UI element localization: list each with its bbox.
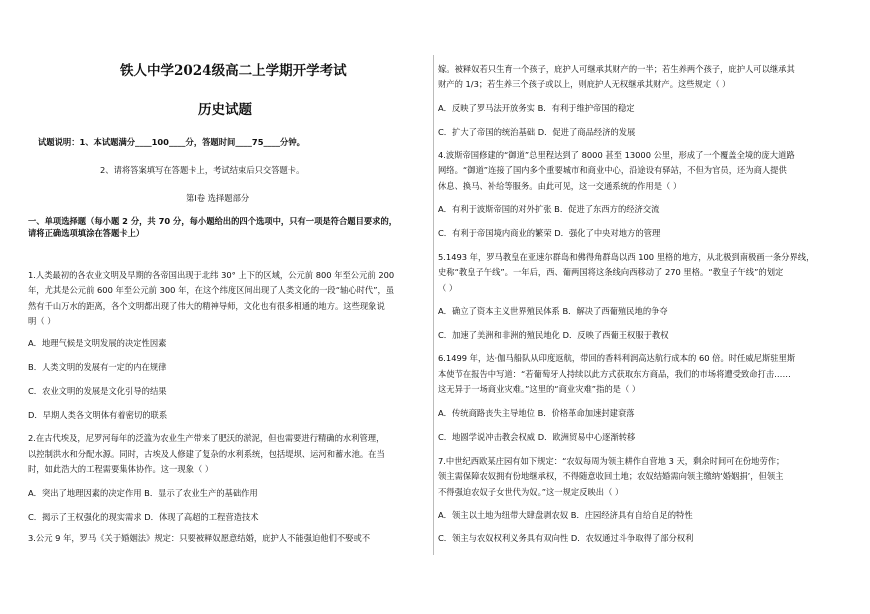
question-text-line: 史称“教皇子午线”。一年后，西、葡两国将这条线向西移动了 270 里格。“教皇子午线”的划定 xyxy=(438,267,784,277)
question-text-line: 6.1499 年，达·伽马船队从印度返航，带回的香料利润高达航行成本的 60 倍。时任威尼斯驻里斯 xyxy=(438,353,796,363)
answer-option: C．扩大了帝国的统治基础 D．促进了商品经济的发展 xyxy=(438,127,636,137)
section-heading: 第Ⅰ卷 选择题部分 xyxy=(186,193,250,203)
section-intro-2: 请将正确选项填涂在答题卡上） xyxy=(28,228,145,238)
answer-option: B．人类文明的发展有一定的内在规律 xyxy=(28,362,167,372)
question-text-line: 休息、换马、补给等服务。由此可见，这一交通系统的作用是（ ） xyxy=(438,181,682,191)
answer-option: A．突出了地理因素的决定作用 B．显示了农业生产的基础作用 xyxy=(28,488,258,498)
answer-option: A．传统商路丧失主导地位 B．价格革命加速封建衰落 xyxy=(438,408,635,418)
answer-option: A．反映了罗马法开放务实 B．有利于维护帝国的稳定 xyxy=(438,103,635,113)
question-text-line: 嫁。被释奴若只生育一个孩子，庇护人可继承其财产的一半；若生养两个孩子，庇护人可以继承其 xyxy=(438,64,795,74)
instructions-line-1: 试题说明：1、本试题满分____100____分，答题时间____75____分钟。 xyxy=(38,137,305,147)
question-text-line: 1.人类最初的各农业文明及早期的各帝国出现于北纬 30° 上下的区域，公元前 800 年至公元前 200 xyxy=(28,270,395,280)
answer-option: C．有利于帝国境内商业的繁荣 D．强化了中央对地方的管理 xyxy=(438,228,661,238)
answer-option: C．加速了美洲和非洲的殖民地化 D．反映了西葡王权服于教权 xyxy=(438,330,669,340)
question-text-line: 本使节在报告中写道：“若葡萄牙人持续以此方式获取东方商品，我们的市场将遭受致命打击…… xyxy=(438,369,791,379)
answer-option: C．农业文明的发展是文化引导的结果 xyxy=(28,386,167,396)
question-text-line: 网络。“御道”连接了国内多个重要城市和商业中心，沿途设有驿站，不但为官员，还为商人提供 xyxy=(438,165,787,175)
section-intro-1: 一、单项选择题（每小题 2 分，共 70 分，每小题给出的四个选项中，只有一项是符合题目要求的， xyxy=(28,216,398,226)
question-text-line: 明（ ） xyxy=(28,316,56,326)
question-text-line: 以控制洪水和分配水源。同时，古埃及人修建了复杂的水利系统，包括堤坝、运河和蓄水池。在当 xyxy=(28,449,385,459)
question-text-line: 4.波斯帝国修建的“御道”总里程达到了 8000 甚至 13000 公里，形成了一个覆盖全境的庞大道路 xyxy=(438,150,795,160)
question-text-line: 财产的 1/3；若生养三个孩子或以上，则庇护人无权继承其财产。这些规定（ ） xyxy=(438,79,731,89)
question-text-line: 领主需保障农奴拥有份地继承权，不得随意收回土地；农奴结婚需向领主缴纳‘婚姻捐’，但领主 xyxy=(438,471,784,481)
question-text-line: 然有千山万水的距离，各个文明都出现了伟大的精神导师，文化也有很多相通的地方。这些现象说 xyxy=(28,301,385,311)
question-text-line: 7.中世纪西欧某庄园有如下规定：“农奴每周为领主耕作自营地 3 天，剩余时间可在份地劳作； xyxy=(438,456,785,466)
question-text-line: （ ） xyxy=(438,283,458,293)
question-text-line: 年，尤其是公元前 600 年至公元前 300 年，在这个纬度区间出现了人类文化的一段“轴心时代”，虽 xyxy=(28,285,395,295)
exam-subtitle: 历史试题 xyxy=(198,102,252,118)
question-text-line: 时，如此浩大的工程需要集体协作。这一现象（ ） xyxy=(28,464,214,474)
answer-option: C．领主与农奴权利义务具有双向性 D．农奴通过斗争取得了部分权利 xyxy=(438,533,694,543)
question-text-line: 3.公元 9 年，罗马《关于婚姻法》规定：只要被释奴愿意结婚，庇护人不能强迫他们不娶或不 xyxy=(28,533,371,543)
answer-option: D．早期人类各文明体有着密切的联系 xyxy=(28,410,168,420)
answer-option: A．领主以土地为纽带大肆盘剥农奴 B．庄园经济具有自给自足的特性 xyxy=(438,510,693,520)
answer-option: C．揭示了王权强化的现实需求 D．体现了高超的工程营造技术 xyxy=(28,512,259,522)
answer-option: C．地圆学说冲击教会权威 D．欧洲贸易中心逐渐转移 xyxy=(438,432,636,442)
question-text-line: 2.在古代埃及，尼罗河每年的泛滥为农业生产带来了肥沃的淤泥，但也需要进行精确的水利管理， xyxy=(28,433,385,443)
answer-option: A．地理气候是文明发展的决定性因素 xyxy=(28,338,167,348)
column-divider xyxy=(433,55,434,555)
question-text-line: 不得强迫农奴子女世代为奴。”这一规定反映出（ ） xyxy=(438,487,624,497)
answer-option: A．确立了资本主义世界殖民体系 B．解决了西葡殖民地的争夺 xyxy=(438,306,668,316)
question-text-line: 这无异于一场商业灾难。”这里的“商业灾难”指的是（ ） xyxy=(438,384,641,394)
exam-title: 铁人中学2024级高二上学期开学考试 xyxy=(120,63,347,79)
instructions-line-2: 2、请将答案填写在答题卡上，考试结束后只交答题卡。 xyxy=(100,165,305,175)
answer-option: A．有利于波斯帝国的对外扩张 B．促进了东西方的经济交流 xyxy=(438,204,660,214)
question-text-line: 5.1493 年，罗马教皇在亚速尔群岛和佛得角群岛以西 100 里格的地方，从北极到南极画一条分界线， xyxy=(438,252,815,262)
